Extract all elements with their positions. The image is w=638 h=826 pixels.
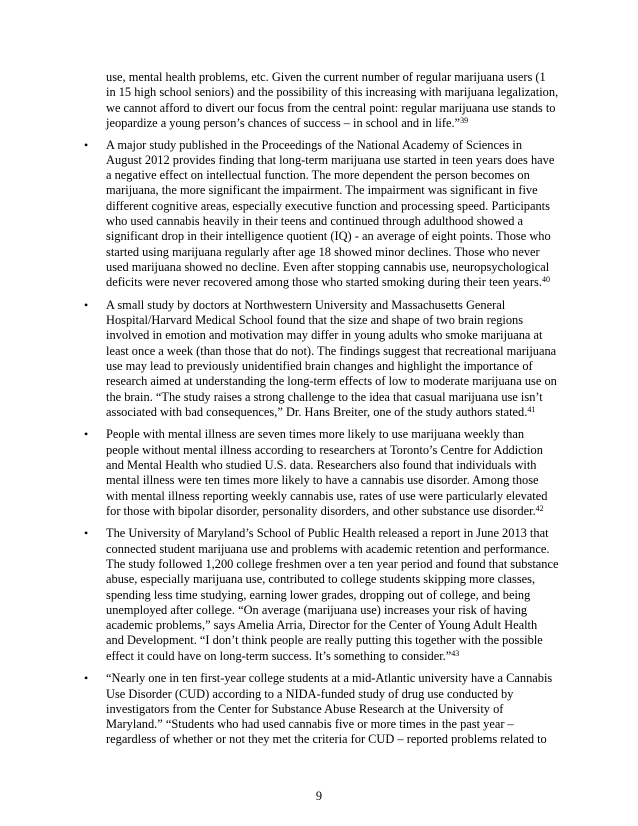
bullet-icon — [84, 671, 88, 686]
text-line: use may lead to previously unidentified brain changes and highlight the importance of — [106, 358, 533, 373]
footnote-ref: 42 — [535, 503, 544, 513]
footnote-ref: 41 — [527, 404, 536, 414]
text-line: the brain. “The study raises a strong challenge to the idea that casual marijuana use isn’t — [106, 389, 543, 404]
bullet-icon — [84, 138, 88, 153]
text-line: different cognitive areas, especially executive function and processing speed. Participants — [106, 198, 550, 213]
footnote-ref: 40 — [541, 275, 550, 285]
text-line — [106, 649, 459, 664]
text-line — [106, 405, 535, 420]
text-line: with mental illness reporting weekly cannabis use, rates of use were particularly elevated — [106, 488, 548, 503]
text-line: Hospital/Harvard Medical School found that the size and shape of two brain regions — [106, 313, 524, 327]
text-line: used marijuana showed no decline. Even after stopping cannabis use, neuropsychological — [106, 259, 550, 274]
text-span: effect it could have on long-term success. It’s something to consider.” — [106, 648, 452, 663]
text-line — [106, 275, 550, 290]
text-line: mental illness were ten times more likely to have a cannabis use disorder. Among those — [106, 473, 539, 488]
text-line: started using marijuana regularly after age 18 showed minor declines. Those who never — [106, 244, 540, 259]
bullet-icon — [84, 526, 88, 541]
text-line: investigators from the Center for Substance Abuse Research at the University of — [106, 701, 504, 716]
text-span: associated with bad consequences,” Dr. Hans Breiter, one of the study authors stated. — [106, 404, 528, 419]
text-line: involved in emotion and motivation may differ in young adults who smoke marijuana at — [106, 328, 543, 343]
text-line: The University of Maryland’s School of Public Health released a report in June 2013 that — [106, 526, 549, 541]
text-line: A small study by doctors at Northwestern University and Massachusetts General — [106, 297, 506, 312]
text-line: use, mental health problems, etc. Given the current number of regular marijuana users (1 — [106, 70, 546, 84]
text-line: we cannot afford to divert our focus from the central point: regular marijuana use stands to — [106, 100, 556, 115]
text-line: and Mental Health who studied U.S. data. Researchers also found that individuals with — [106, 457, 537, 472]
text-line: in 15 high school seniors) and the possibility of this increasing with marijuana legalization, — [106, 85, 559, 100]
text-line: The study followed 1,200 college freshmen over a ten year period and found that substance — [106, 556, 559, 571]
bullet-icon — [84, 298, 88, 313]
footnote-ref: 39 — [460, 115, 469, 125]
text-line: who used cannabis heavily in their teens and continued through adulthood showed a — [106, 214, 524, 228]
page-number: 9 — [315, 789, 323, 803]
text-line: August 2012 provides finding that long-term marijuana use started in teen years does have — [106, 152, 555, 167]
text-line: people without mental illness according to researchers at Toronto’s Centre for Addiction — [106, 442, 543, 457]
text-line: Maryland.” “Students who had used cannabis five or more times in the past year – — [106, 717, 514, 732]
text-line — [106, 504, 544, 519]
text-span: jeopardize a young person’s chances of success – in school and in life.” — [106, 115, 461, 130]
bullet-icon — [84, 427, 88, 442]
text-line: significant drop in their intelligence quotient (IQ) - an average of eight points. Those who — [106, 229, 551, 244]
text-line: academic problems,” says Amelia Arria, Director for the Center of Young Adult Health — [106, 618, 538, 633]
text-line — [106, 116, 468, 131]
text-line: “Nearly one in ten first-year college students at a mid-Atlantic university have a Cannabis — [106, 671, 553, 686]
text-line: research aimed at understanding the long-term effects of low to moderate marijuana use on — [106, 374, 557, 389]
text-line: Use Disorder (CUD) according to a NIDA-funded study of drug use conducted by — [106, 686, 514, 701]
text-line: regardless of whether or not they met the criteria for CUD – reported problems related to — [106, 732, 547, 747]
text-line: People with mental illness are seven times more likely to use marijuana weekly than — [106, 427, 525, 442]
text-span: deficits were never recovered among those who started smoking during their teen years. — [106, 275, 542, 290]
text-line: unemployed after college. “On average (marijuana use) increases your risk of having — [106, 602, 528, 617]
text-span: for those with bipolar disorder, personality disorders, and other substance use disorder. — [106, 503, 536, 518]
text-line: and Development. “I don’t think people are really putting this together with the possible — [106, 633, 543, 648]
text-line: marijuana, the more significant the impairment. The impairment was significant in five — [106, 183, 538, 198]
text-line: connected student marijuana use and problems with academic retention and performance. — [106, 541, 550, 556]
footnote-ref: 43 — [451, 648, 460, 658]
text-line: spending less time studying, earning lower grades, dropping out of college, and being — [106, 587, 531, 602]
text-line: a negative effect on intellectual function. The more dependent the person becomes on — [106, 168, 530, 183]
text-line: least once a week (than those that do not). The findings suggest that recreational marijuana — [106, 343, 557, 358]
text-line: A major study published in the Proceedings of the National Academy of Sciences in — [106, 137, 523, 152]
text-line: abuse, especially marijuana use, contributed to college students skipping more classes, — [106, 572, 536, 587]
